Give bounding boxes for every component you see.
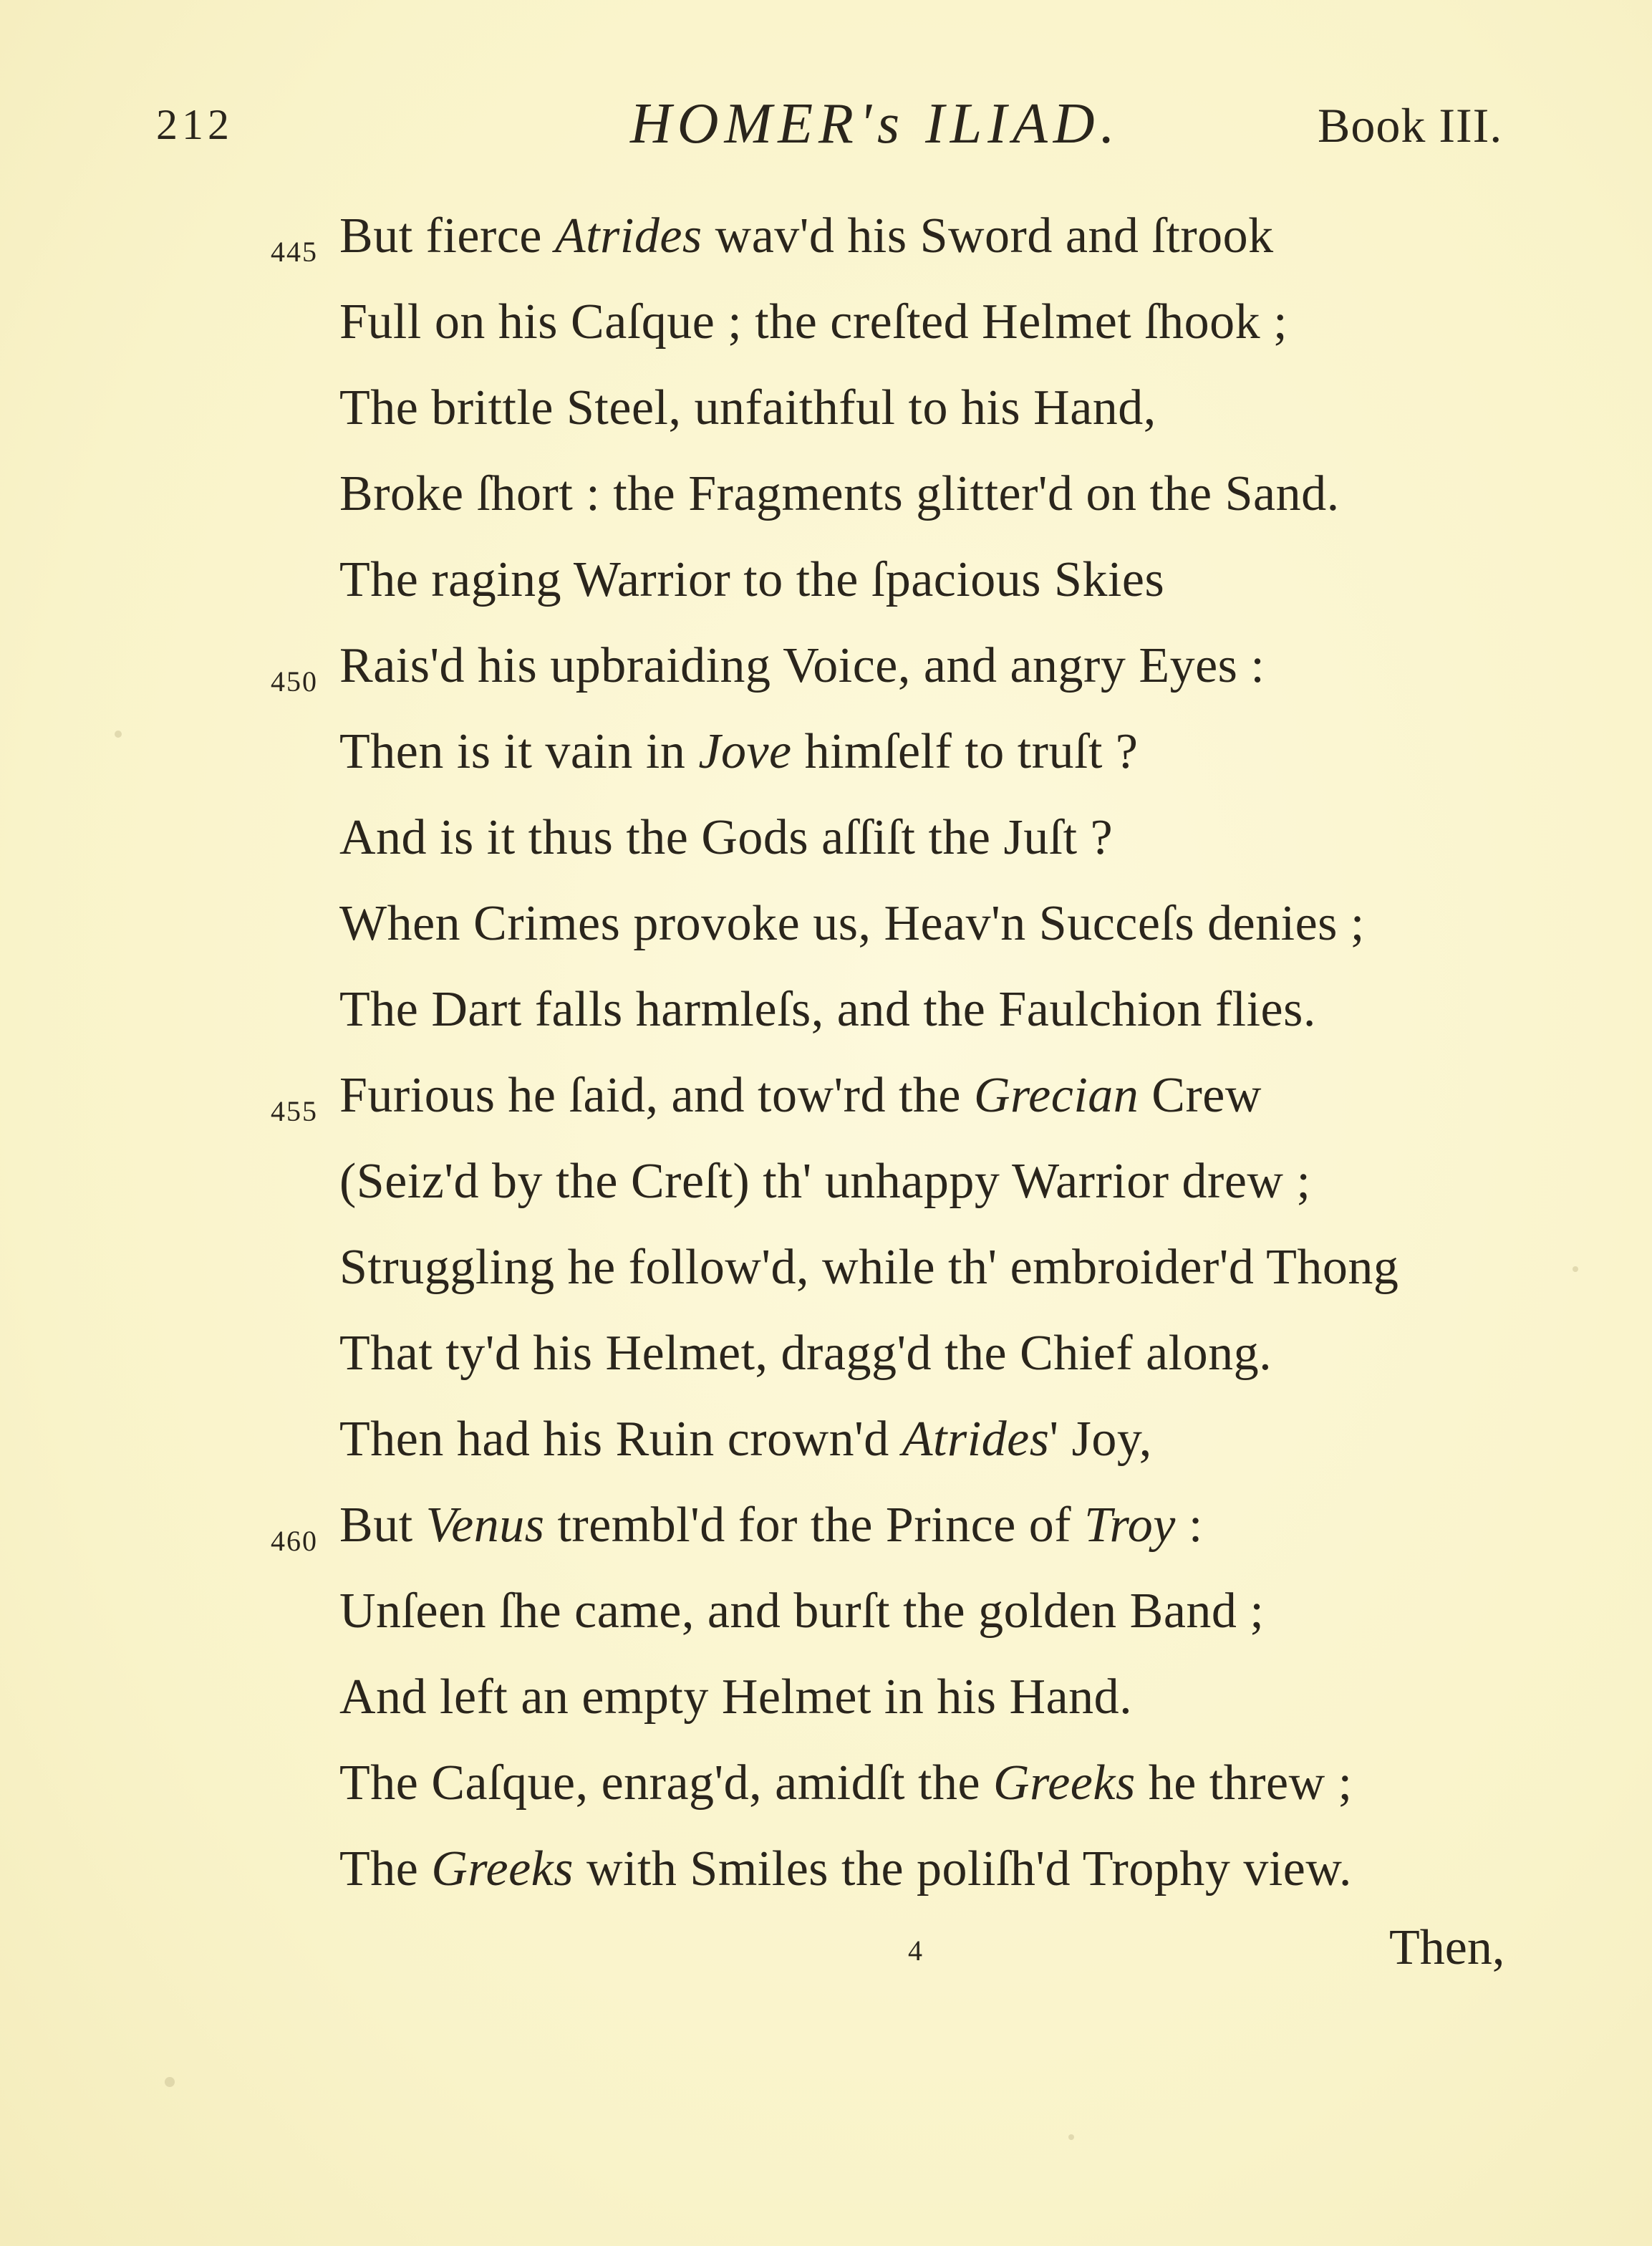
verse-text: (Seiz'd by the Creſt) th' unhappy Warrior drew ; — [339, 1154, 1311, 1209]
verse-line — [0, 1490, 1652, 1576]
line-number: 460 — [271, 1525, 318, 1557]
paper-speck — [1573, 1266, 1578, 1272]
page-footer — [0, 1919, 1652, 1991]
verse-text: : — [1175, 1498, 1203, 1553]
verse-line — [0, 1833, 1652, 1919]
verse-text: Furious he ſaid, and tow'rd the — [339, 1068, 974, 1123]
verse-text: And is it thus the Gods aſſiſt the Juſt ? — [339, 810, 1114, 865]
italic-name: Greeks — [431, 1841, 574, 1896]
line-number: 450 — [271, 665, 318, 698]
verse-text: trembl'd for the Prince of — [544, 1498, 1085, 1553]
italic-name: Troy — [1084, 1498, 1176, 1553]
italic-name: Grecian — [973, 1068, 1139, 1123]
verse-text: When Crimes provoke us, Heav'n Succeſs denies ; — [339, 896, 1365, 951]
italic-name: Atrides — [554, 208, 702, 264]
italic-name: Jove — [698, 724, 792, 779]
line-number: 455 — [271, 1095, 318, 1127]
verse-line-text — [339, 294, 1288, 351]
verse-line — [0, 1576, 1652, 1662]
verse-text: But fierce — [339, 208, 555, 264]
verse-line — [0, 201, 1652, 286]
verse-line-text — [339, 1841, 1352, 1898]
verse-line — [0, 1318, 1652, 1404]
verse-line-text — [339, 981, 1316, 1038]
verse-line — [0, 630, 1652, 716]
verse-line — [0, 1404, 1652, 1490]
verse-text: But — [339, 1498, 426, 1553]
printer-signature-mark: 4 — [908, 1934, 922, 1967]
verse-text: And left an empty Helmet in his Hand. — [339, 1669, 1133, 1725]
verse-text: Rais'd his upbraiding Voice, and angry Eyes : — [339, 638, 1265, 693]
verse-text: he threw ; — [1135, 1755, 1353, 1811]
verse-line-text — [339, 1497, 1203, 1554]
verse-line-text — [339, 1067, 1262, 1124]
page-number: 212 — [156, 101, 233, 148]
verse-line-text — [339, 1325, 1272, 1382]
verse-text: Then had his Ruin crown'd — [339, 1412, 902, 1467]
verse-text: Full on his Caſque ; the creſted Helmet ſhook ; — [339, 294, 1288, 350]
verse-line — [0, 1060, 1652, 1146]
italic-name: Greeks — [993, 1755, 1136, 1811]
verse-line — [0, 1146, 1652, 1232]
verse-text: ' Joy, — [1049, 1412, 1152, 1467]
verse-line-text — [339, 1583, 1264, 1640]
verse-line — [0, 974, 1652, 1060]
verse-line — [0, 1662, 1652, 1748]
verse-line-text — [339, 637, 1265, 695]
verse-line-text — [339, 1411, 1152, 1468]
paper-speck — [1068, 2134, 1074, 2140]
italic-name: Venus — [425, 1498, 545, 1553]
verse-text: wav'd his Sword and ſtrook — [702, 208, 1274, 264]
verse-text: Struggling he follow'd, while th' embroider'd Thong — [339, 1240, 1399, 1295]
verse-text: The raging Warrior to the ſpacious Skies — [339, 552, 1165, 607]
verse-text: himſelf to truſt ? — [791, 724, 1139, 779]
italic-name: Atrides — [902, 1412, 1050, 1467]
verse-line-text — [339, 809, 1113, 867]
verse-line-text — [339, 1153, 1310, 1210]
verse-line — [0, 286, 1652, 372]
verse-text: Broke ſhort : the Fragments glitter'd on the Sand. — [339, 466, 1340, 521]
verse-text: The — [339, 1841, 432, 1896]
catchword: Then, — [1389, 1920, 1505, 1975]
verse-line — [0, 544, 1652, 630]
verse-line-text — [339, 466, 1340, 523]
verse-line — [0, 1748, 1652, 1833]
verse-line-text — [339, 895, 1365, 953]
verse-line — [0, 888, 1652, 974]
verse-line-text — [339, 208, 1274, 265]
verse-block — [0, 201, 1652, 1919]
verse-text: The Caſque, enrag'd, amidſt the — [339, 1755, 994, 1811]
verse-line-text — [339, 723, 1138, 781]
verse-text: That ty'd his Helmet, dragg'd the Chief along. — [339, 1326, 1272, 1381]
verse-line — [0, 458, 1652, 544]
verse-text: The brittle Steel, unfaithful to his Hand, — [339, 380, 1156, 435]
verse-text: Unſeen ſhe came, and burſt the golden Band ; — [339, 1584, 1265, 1639]
verse-line — [0, 716, 1652, 802]
book-label: Book III. — [1318, 98, 1503, 153]
verse-line — [0, 1232, 1652, 1318]
paper-speck — [115, 731, 122, 738]
running-title: HOMER's ILIAD. — [630, 92, 1121, 155]
verse-line-text — [339, 380, 1156, 437]
verse-text: Crew — [1139, 1068, 1262, 1123]
page-header — [0, 92, 1652, 165]
line-number: 445 — [271, 236, 318, 268]
verse-line — [0, 372, 1652, 458]
verse-line — [0, 802, 1652, 888]
paper-speck — [165, 2077, 175, 2087]
verse-text: Then is it vain in — [339, 724, 699, 779]
verse-line-text — [339, 551, 1164, 609]
verse-line-text — [339, 1669, 1132, 1726]
verse-line-text — [339, 1755, 1353, 1812]
verse-text: with Smiles the poliſh'd Trophy view. — [573, 1841, 1352, 1896]
verse-line-text — [339, 1239, 1399, 1296]
verse-text: The Dart falls harmleſs, and the Faulchion flies. — [339, 982, 1316, 1037]
